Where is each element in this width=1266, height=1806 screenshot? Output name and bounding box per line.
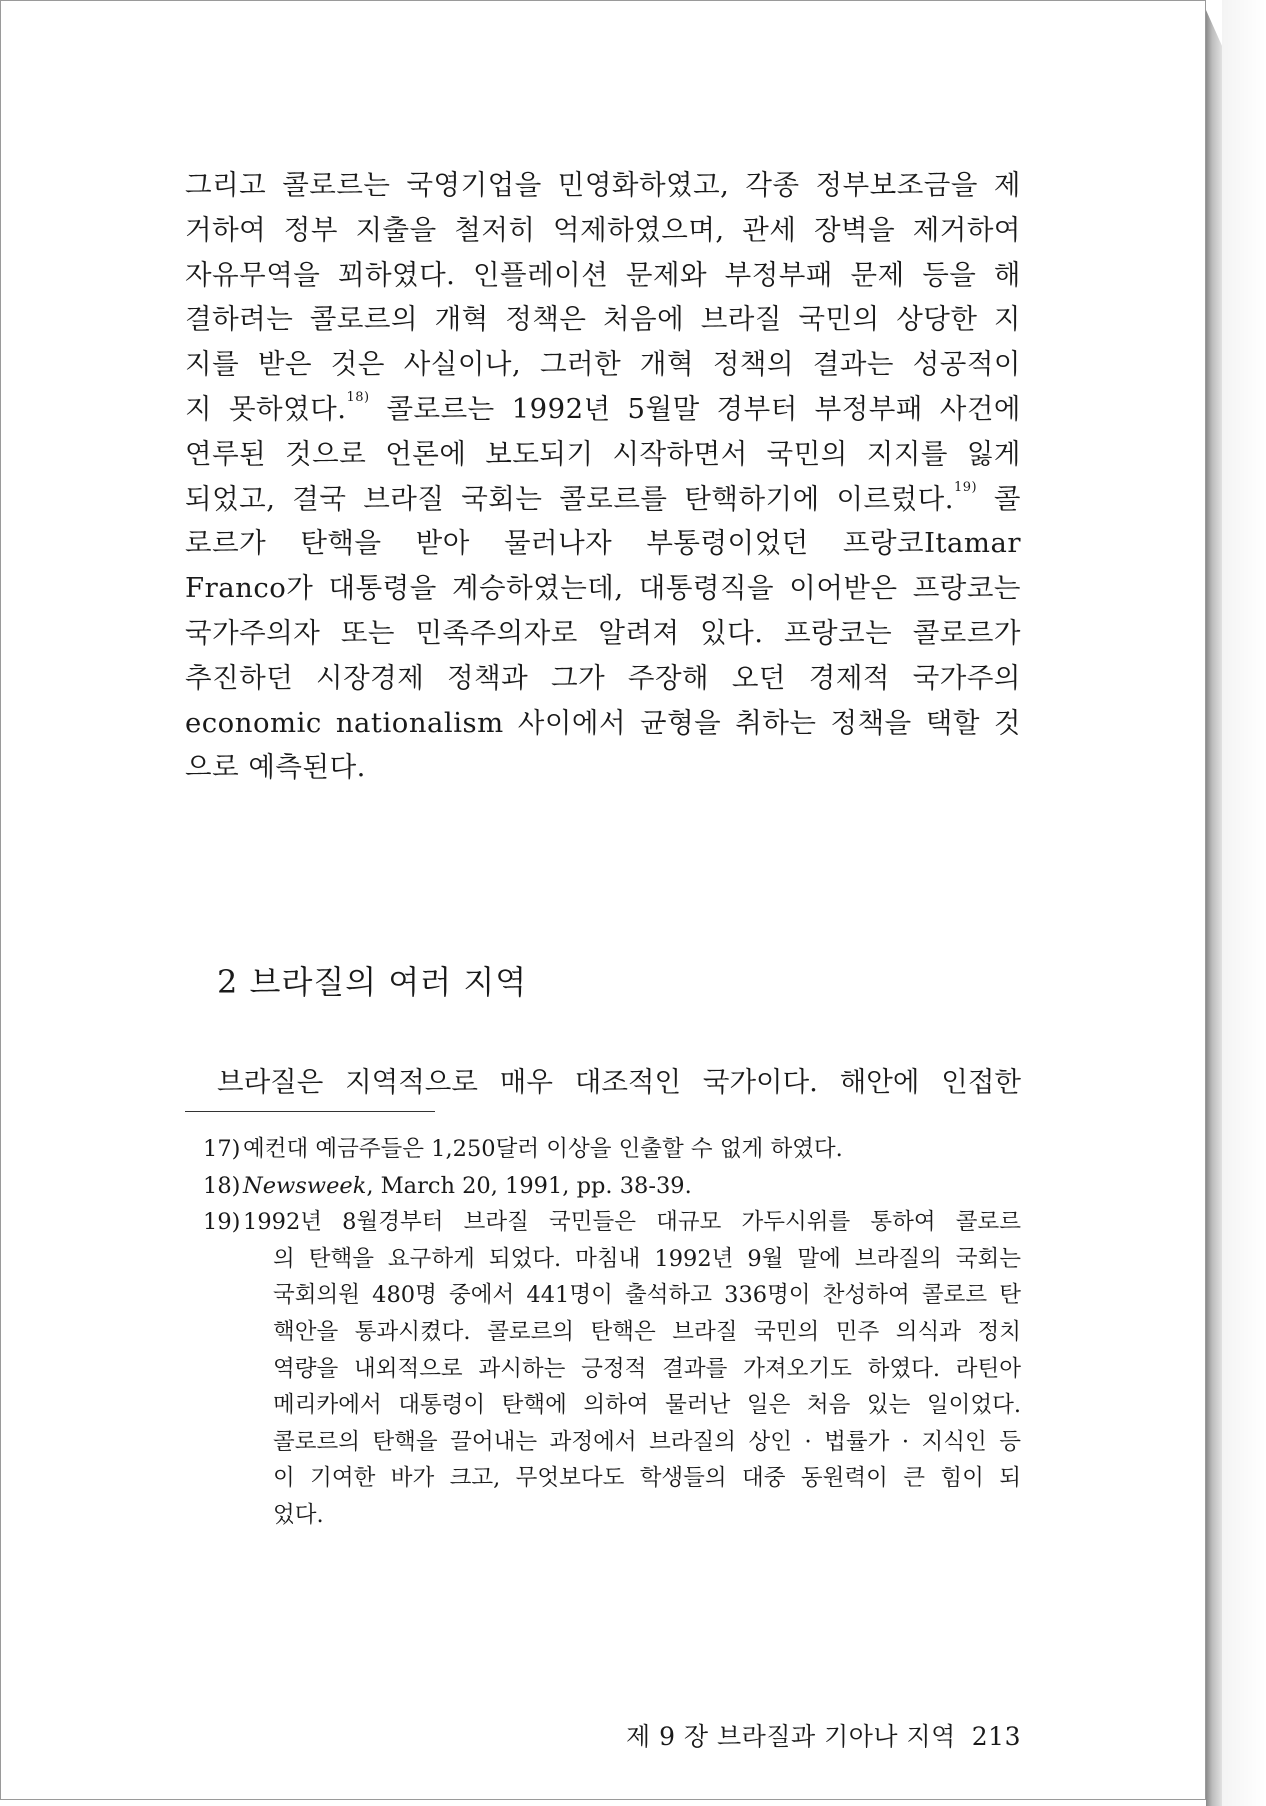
body-line: 그리고 콜로르는 국영기업을 민영화하였고, 각종 정부보조금을 제 [185,169,1021,201]
body-line: economic nationalism 사이에서 균형을 취하는 정책을 택할 것 [185,706,1021,739]
footnote-number: 17) [203,1136,241,1162]
footnote-line: 역량을 내외적으로 과시하는 긍정적 결과를 가져오기도 하였다. 라틴아 [273,1355,1021,1382]
background-margin [1222,0,1266,1806]
footnote-line: 핵안을 통과시켰다. 콜로르의 탄핵은 브라질 국민의 민주 의식과 정치 [273,1318,1021,1345]
body-line: 결하려는 콜로르의 개혁 정책은 처음에 브라질 국민의 상당한 지 [185,303,1021,336]
footnote-line: 이 기여한 바가 크고, 무엇보다도 학생들의 대중 동원력이 큰 힘이 되 [273,1465,1021,1492]
footnote-number: 19) [203,1209,241,1236]
body-line: Franco가 대통령을 계승하였는데, 대통령직을 이어받은 프랑코는 [185,572,1021,605]
page-number: 213 [971,1722,1021,1751]
footnote-number: 18) [203,1172,241,1199]
body-text-fragment: 콜 [977,482,1021,515]
footnote-text: 예컨대 예금주들은 1,250달러 이상을 인출할 수 없게 하였다. [243,1136,843,1162]
footnote-18 [185,1168,1021,1205]
body-line [185,387,1021,432]
journal-title: Newsweek [243,1172,367,1199]
footnote-text [243,1204,1021,1533]
body-line: 으로 예측된다. [185,751,366,784]
footnote-19 [185,1204,1021,1533]
footnote-line: 메리카에서 대통령이 탄핵에 의하여 물러난 일은 처음 있는 일이었다. [273,1392,1021,1419]
section-heading: 2 브라질의 여러 지역 [217,963,528,1001]
page-edge-shadow [1206,10,1222,1806]
chapter-title: 제 9 장 브라질과 기아나 지역 [625,1722,956,1751]
footnote-line: 국회의원 480명 중에서 441명이 출석하고 336명이 찬성하여 콜로르 탄 [273,1282,1021,1309]
footnote-line: 었다. [273,1501,324,1528]
footnote-ref-18: 18) [346,389,370,405]
citation-details: , March 20, 1991, pp. 38-39. [366,1172,692,1199]
body-text-fragment: 지 못하였다. [185,392,347,425]
footnote-line: 의 탄핵을 요구하게 되었다. 마침내 1992년 9월 말에 브라질의 국회는 [273,1245,1021,1272]
footnote-line: 콜로르의 탄핵을 끌어내는 과정에서 브라질의 상인 · 법률가 · 지식인 등 [273,1428,1021,1455]
body-line: 자유무역을 꾀하였다. 인플레이션 문제와 부정부패 문제 등을 해 [185,258,1021,291]
body-line: 지를 받은 것은 사실이나, 그러한 개혁 정책의 결과는 성공적이 [185,348,1021,381]
body-line: 거하여 정부 지출을 철저히 억제하였으며, 관세 장벽을 제거하여 [185,213,1021,246]
body-line: 추진하던 시장경제 정책과 그가 주장해 오던 경제적 국가주의 [185,661,1021,694]
footnote-text [243,1173,692,1199]
footnote-line: 1992년 8월경부터 브라질 국민들은 대규모 가두시위를 통하여 콜로르 [243,1209,1021,1236]
footnote-divider [185,1111,435,1112]
body-text-fragment: 되었고, 결국 브라질 국회는 콜로르를 탄핵하기에 이르렀다. [185,482,954,515]
body-line [185,477,1021,522]
body-paragraph [185,163,1021,790]
body-line: 연루된 것으로 언론에 보도되기 시작하면서 국민의 지지를 잃게 [185,437,1021,470]
section-lead-line: 브라질은 지역적으로 매우 대조적인 국가이다. 해안에 인접한 [217,1066,1021,1098]
footnote-ref-19: 19) [953,479,978,495]
body-line: 국가주의자 또는 민족주의자로 알려져 있다. 프랑코는 콜로르가 [185,616,1021,649]
footnotes [185,1131,1021,1534]
body-text-fragment: 콜로르는 1992년 5월말 경부터 부정부패 사건에 [369,392,1021,425]
running-footer [601,1717,1021,1753]
body-line: 로르가 탄핵을 받아 물러나자 부통령이었던 프랑코Itamar [185,527,1021,560]
footnote-17 [185,1131,1021,1168]
